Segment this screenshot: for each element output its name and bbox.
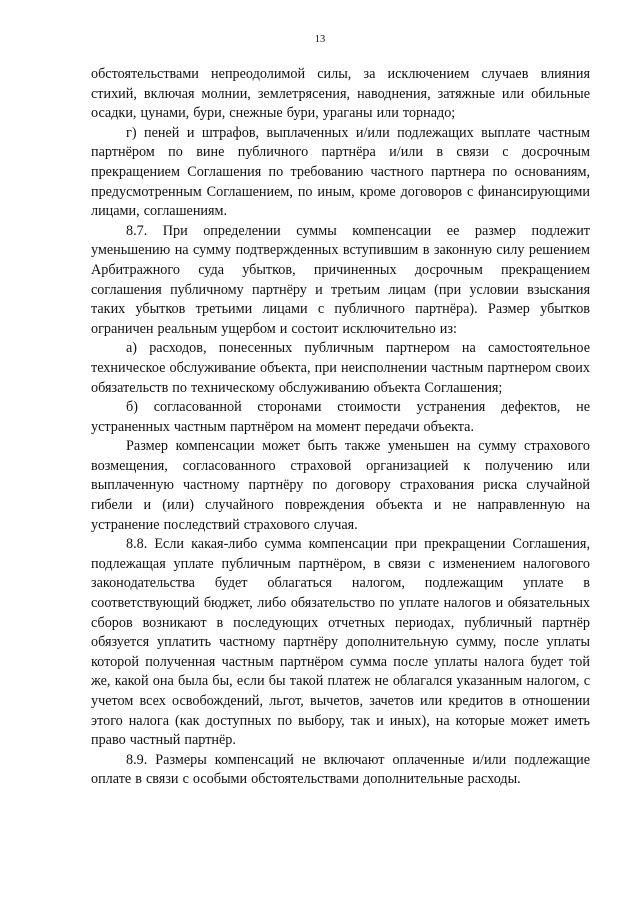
paragraph-8-9: 8.9. Размеры компенсаций не включают оплаченные и/или подлежащие оплате в связи с особыми обстоятельствами дополнительные расходы. [91,751,590,788]
document-body [91,65,590,790]
paragraph-insurance-reduction: Размер компенсации может быть также уменьшен на сумму страхового возмещения, согласованного страховой организацией к получению или выплаченную частному партнёру по договору страхования риска случайной гибели и (или) случайного повреждения объекта и не направленную на устранение последствий страхового случая. [91,438,590,533]
paragraph-8-8: 8.8. Если какая-либо сумма компенсации при прекращении Соглашения, подлежащая уплате публичным партнёром, в связи с изменением налогового законодательства будет облагаться налогом, подлежащим уплате в соответствующий бюджет, либо обязательство по уплате налогов и обязательных сборов возникают в последующих отчетных периодах, публичный партнёр обязуется уплатить частному партнёру дополнительную сумму, после уплаты которой полученная частным партнёром сумма после уплаты налога будет той же, какой она была бы, если бы такой платеж не облагался указанным налогом, с учетом всех освобождений, льгот, вычетов, зачетов или кредитов в отношении этого налога (как доступных по выбору, так и иных), на которые может иметь право частный партнёр. [91,536,590,749]
paragraph-8-7: 8.7. При определении суммы компенсации ее размер подлежит уменьшению на сумму подтвержденных вступившим в законную силу решением Арбитражного суда убытков, причиненных досрочным прекращением соглашения публичному партнёру и третьим лицам (при условии взыскания таких убытков третьими лицами с публичного партнёра). Размер убытков ограничен реальным ущербом и состоит исключительно из: [91,222,590,337]
paragraph-item-g-penalties: г) пеней и штрафов, выплаченных и/или подлежащих выплате частным партнёром по вине публичного партнёра и/или в связи с досрочным прекращением Соглашения по требованию частного партнера по основаниям, предусмотренным Соглашением, по иным, кроме договоров с финансирующими лицами, соглашениям. [91,124,590,220]
paragraph-force-majeure-continuation: обстоятельствами непреодолимой силы, за исключением случаев влияния стихий, включая молнии, землетрясения, наводнения, затяжные или обильные осадки, цунами, бури, снежные бури, ураганы или торнадо; [91,66,590,122]
paragraph-item-b-defects: б) согласованной сторонами стоимости устранения дефектов, не устраненных частным партнёром на момент передачи объекта. [91,399,590,435]
page-number: 13 [314,34,326,45]
paragraph-item-a-expenses: а) расходов, понесенных публичным партнером на самостоятельное техническое обслуживание объекта, при неисполнении частным партнером своих обязательств по техническому обслуживанию объекта Соглашения; [91,340,590,396]
